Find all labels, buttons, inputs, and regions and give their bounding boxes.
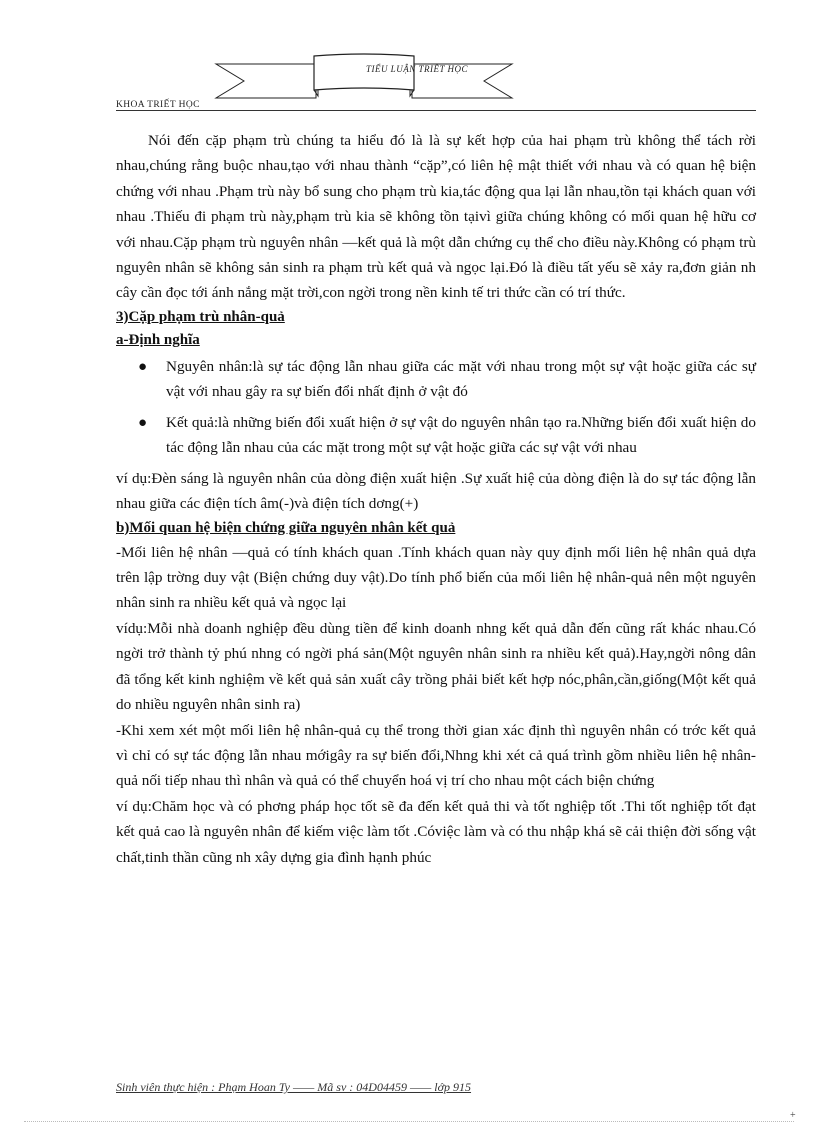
- subheading-relationship: b)Mối quan hệ biện chứng giữa nguyên nhân kết quả: [116, 519, 456, 536]
- definition-list: [116, 354, 756, 460]
- document-body: [116, 128, 756, 870]
- bullet-dot-icon: ●: [138, 358, 148, 375]
- paragraph-b2: vídụ:Mỗi nhà doanh nghiệp đều dùng tiền để kinh doanh nhng kết quả dẫn đến cũng rất khác nhau.Có ngời trở thành tỷ phú nhng có ngời phá sản(Một nguyên nhân sinh ra nhiều kết quả).Hay,ngời nông dân đã tổng kết kinh nghiệm về kết quả sản xuất cây trồng phải biết kết hợp nóc,phân,cần,giống(Một kết quả do nhiều nguyên nhân sinh ra): [116, 619, 756, 714]
- paragraph-b4: ví dụ:Chăm học và có phơng pháp học tốt sẽ đa đến kết quả thi và tốt nghiệp tốt .Thi tốt nghiệp tốt đạt kết quả cao là nguyên nhân để kiếm việc làm tốt .Cóviệc làm và có thu nhập khá sẽ cải thiện đời sống vật chất,tinh thần cũng nh xây dựng gia đình hạnh phúc: [116, 797, 756, 866]
- bullet-text-cause: Nguyên nhân:là sự tác động lẫn nhau giữa các mặt với nhau trong một sự vật hoặc giữa các sự vật với nhau gây ra sự biến đổi nhất định ở vật đó: [166, 357, 756, 400]
- bullet-dot-icon: ●: [138, 414, 148, 431]
- header-divider: [116, 110, 756, 111]
- footer-author-line: Sinh viên thực hiện : Phạm Hoan Ty —— Mã sv : 04D04459 —— lớp 915: [116, 1080, 472, 1094]
- paragraph-b1: -Mối liên hệ nhân —quả có tính khách quan .Tính khách quan này quy định mối liên hệ nhân quả dựa trên lập trờng duy vật (Biện chứng duy vật).Do tính phổ biến của mối liên hệ nhân-quả nên một nguyên nhân sinh ra nhiều kết quả và ngọc lại: [116, 543, 756, 612]
- list-item: [138, 354, 756, 404]
- bullet-text-effect: Kết quả:là những biến đổi xuất hiện ở sự vật do nguyên nhân tạo ra.Những biến đổi xuất hiện do tác động lẫn nhau của các mặt trong một sự vật hoặc giữa các sự vật với nhau: [166, 413, 756, 456]
- intro-paragraph: Nói đến cặp phạm trù chúng ta hiểu đó là là sự kết hợp của hai phạm trù không thể tách rời nhau,chúng rằng buộc nhau,tạo với nhau thành “cặp”,có liên hệ mật thiết với nhau và có quan hệ biện chứng với nhau .Phạm trù này bổ sung cho phạm trù kia,tác động qua lại lẫn nhau,tồn tại khách quan với nhau .Thiếu đi phạm trù này,phạm trù kia sẽ không tồn tạivì giữa chúng không có mối quan hệ hữu cơ với nhau.Cặp phạm trù nguyên nhân —kết quả là một dẫn chứng cụ thể cho điều này.Không có phạm trù nguyên nhân sẽ không sản sinh ra phạm trù kết quả và ngọc lại.Đó là điều tất yếu sẽ xảy ra,đơn giản nh cây cần đọc tới ánh nắng mặt trời,con ngời trong nền kinh tế tri thức cần có trí thức.: [116, 132, 756, 302]
- example-paragraph-a: ví dụ:Đèn sáng là nguyên nhân của dòng điện xuất hiện .Sự xuất hiệ của dòng điện là do sự tác động lẫn nhau giữa các điện tích âm(-)và điện tích dơng(+): [116, 469, 756, 513]
- subheading-definition: a-Định nghĩa: [116, 331, 200, 348]
- banner-title: TIỂU LUẬN TRIẾT HỌC: [365, 64, 469, 74]
- paragraph-b3: -Khi xem xét một mối liên hệ nhân-quả cụ thể trong thời gian xác định thì nguyên nhân có trớc kết quả vì chỉ có sự tác động lẫn nhau mớigây ra sự biến đổi,Nhng khi xét cả quá trình gồm nhiều liên hệ nhân- quả nối tiếp nhau thì nhân và quả có thể chuyển hoá vị trí cho nhau một cách biện chứng: [116, 721, 756, 790]
- page-bottom-divider: [24, 1121, 794, 1122]
- list-item: [138, 410, 756, 460]
- header-banner: [214, 52, 514, 110]
- faculty-label: KHOA TRIẾT HỌC: [116, 100, 200, 110]
- section-3-heading: 3)Cặp phạm trù nhân-quả: [116, 308, 285, 325]
- corner-mark-icon: +: [790, 1110, 796, 1121]
